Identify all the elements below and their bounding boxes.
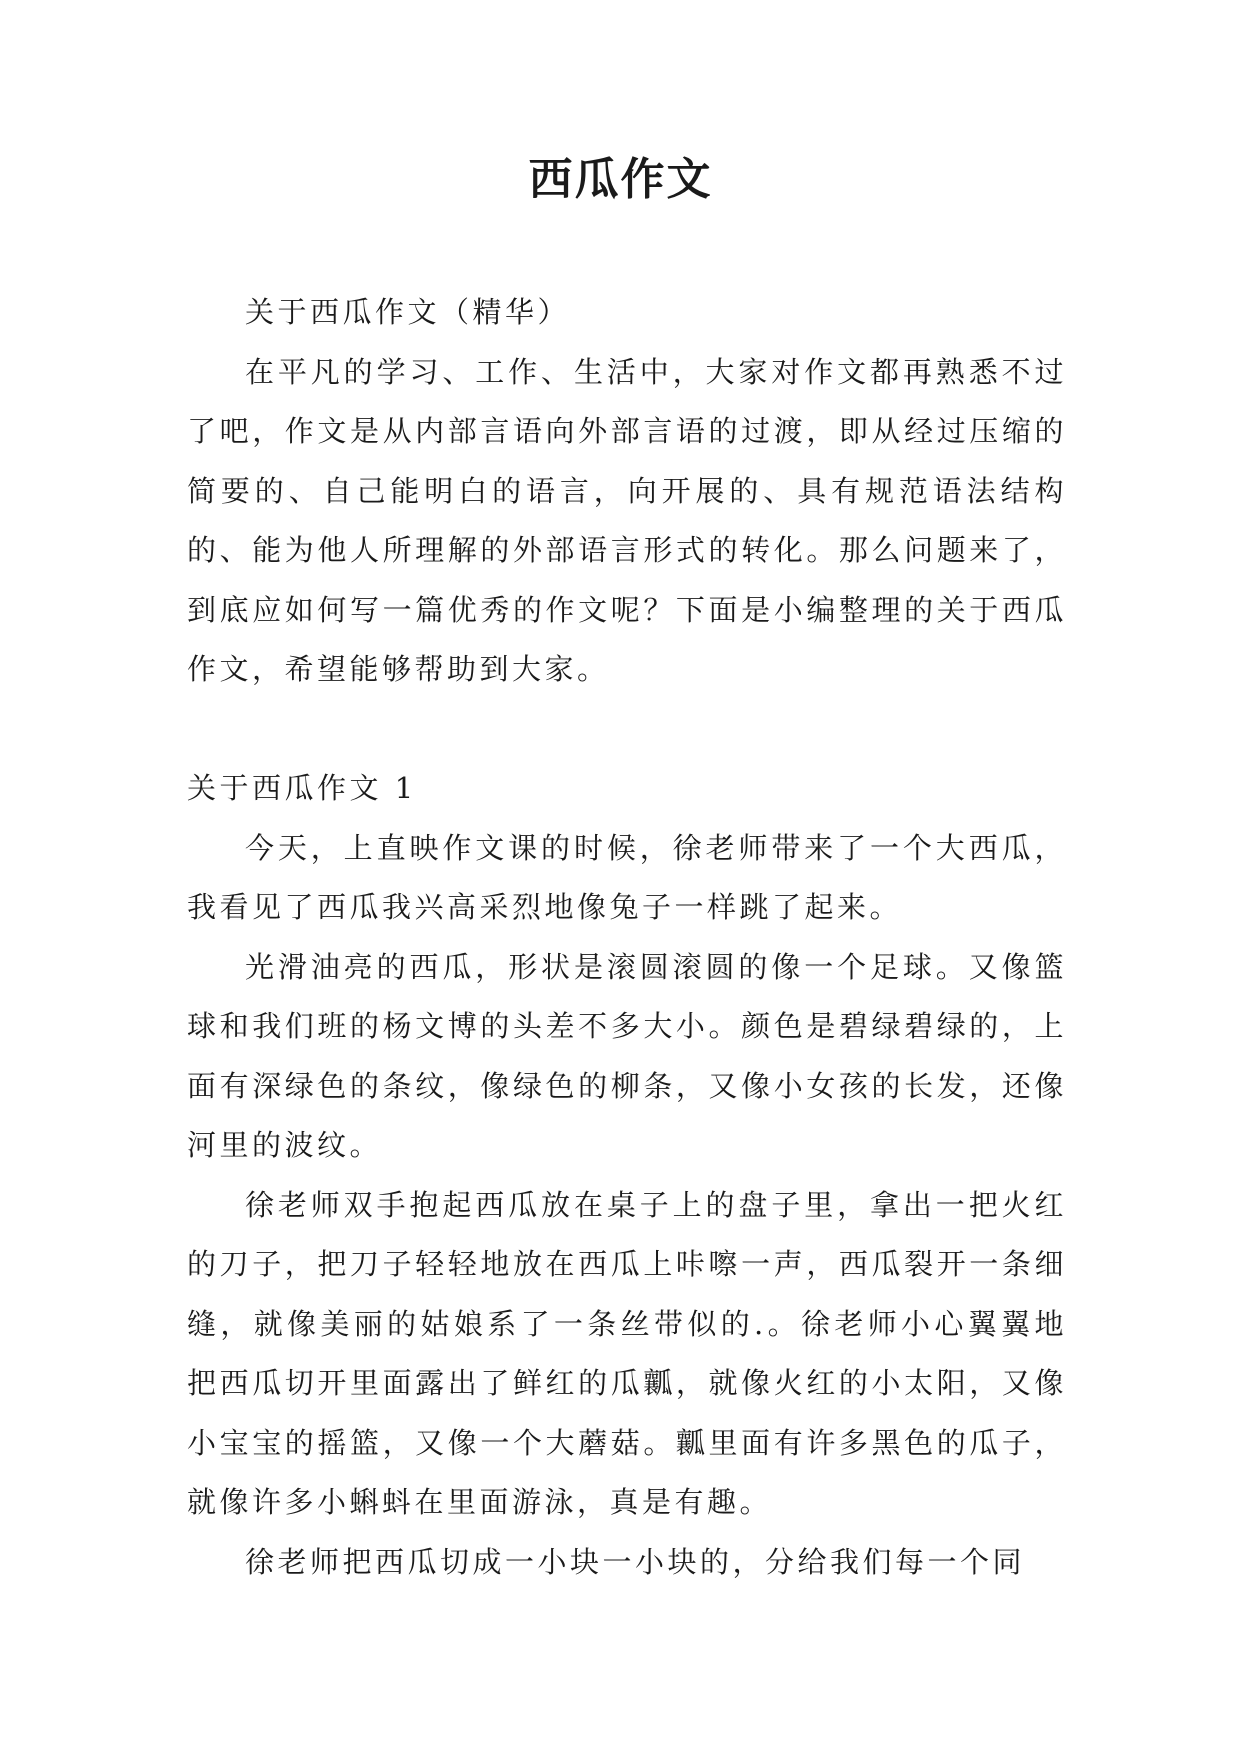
body-paragraph: 徐老师把西瓜切成一小块一小块的，分给我们每一个同 — [245, 1544, 1026, 1579]
document-body — [187, 283, 1067, 1592]
intro-paragraph: 在平凡的学习、工作、生活中，大家对作文都再熟悉不过了吧，作文是从内部言语向外部言语的过渡，即从经过压缩的简要的、自己能明白的语言，向开展的、具有规范语法结构的、能为他人所理解的外部语言形式的转化。那么问题来了，到底应如何写一篇优秀的作文呢？下面是小编整理的关于西瓜作文，希望能够帮助到大家。 — [187, 354, 1067, 686]
body-paragraph: 徐老师双手抱起西瓜放在桌子上的盘子里，拿出一把火红的刀子，把刀子轻轻地放在西瓜上咔嚓一声，西瓜裂开一条细缝，就像美丽的姑娘系了一条丝带似的.。徐老师小心翼翼地把西瓜切开里面露出了鲜红的瓜瓤，就像火红的小太阳，又像小宝宝的摇篮，又像一个大蘑菇。瓤里面有许多黑色的瓜子，就像许多小蝌蚪在里面游泳，真是有趣。 — [187, 1187, 1067, 1519]
document-title: 西瓜作文 — [528, 154, 713, 205]
section-spacer — [187, 700, 1067, 760]
body-paragraph: 光滑油亮的西瓜，形状是滚圆滚圆的像一个足球。又像篮球和我们班的杨文博的头差不多大小。颜色是碧绿碧绿的，上面有深绿色的条纹，像绿色的柳条，又像小女孩的长发，还像河里的波纹。 — [187, 949, 1067, 1162]
section-heading: 关于西瓜作文 1 — [187, 771, 417, 805]
document-subtitle: 关于西瓜作文（精华） — [245, 295, 571, 329]
body-paragraph: 今天，上直映作文课的时候，徐老师带来了一个大西瓜，我看见了西瓜我兴高采烈地像兔子一样跳了起来。 — [187, 830, 1067, 924]
